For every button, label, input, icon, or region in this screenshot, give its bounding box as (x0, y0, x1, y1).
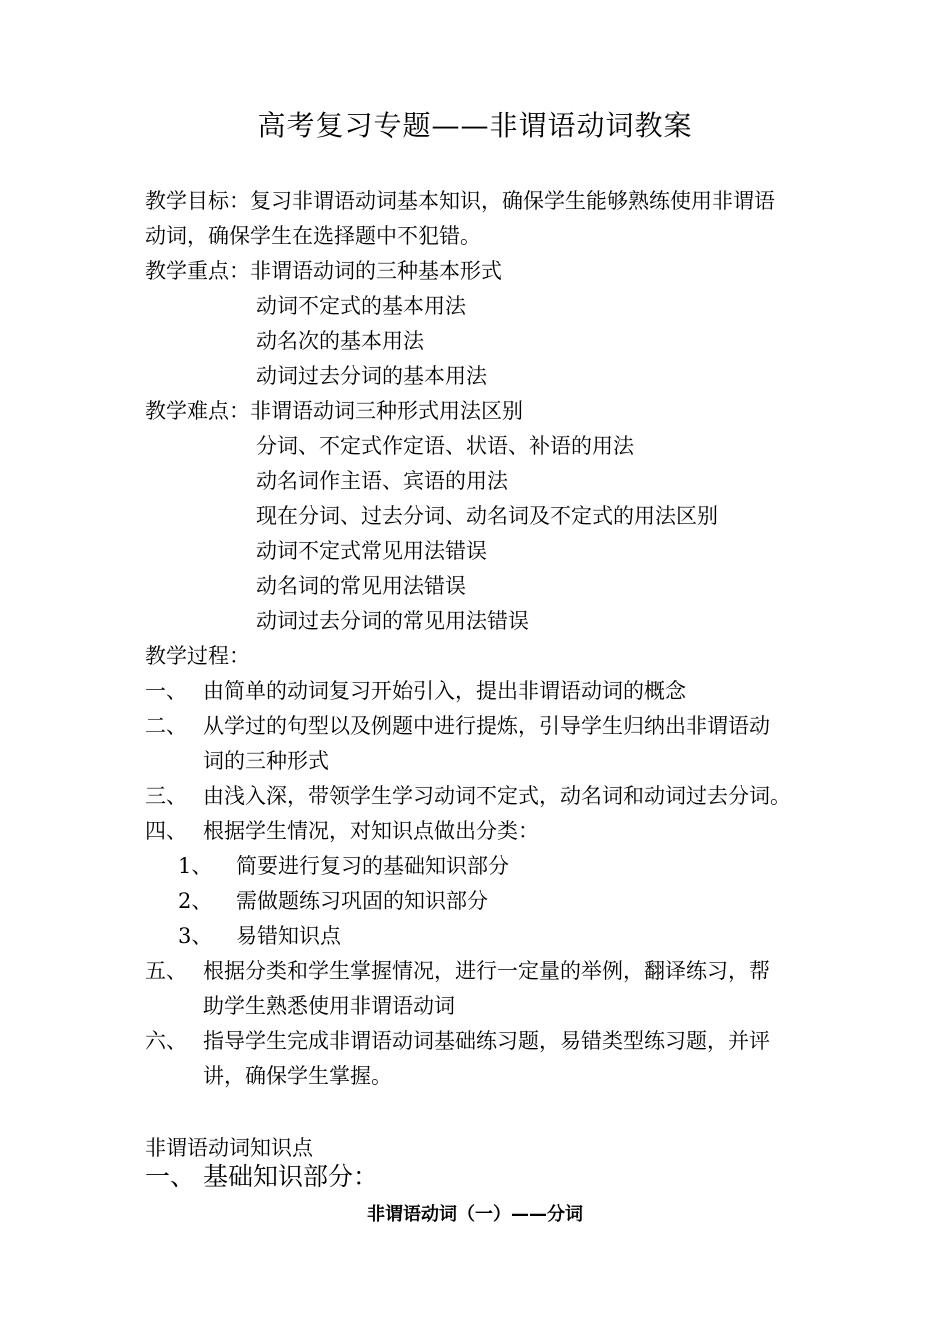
process-step (145, 1026, 770, 1056)
section-title: 非谓语动词（一）——分词 (367, 1204, 583, 1225)
sub-item (178, 921, 341, 951)
sub-item-number: 2、 (178, 889, 213, 913)
sub-item-text: 易错知识点 (236, 924, 341, 948)
difficulty-item: 动词过去分词的常见用法错误 (256, 609, 529, 633)
basic-part-text: 基础知识部分： (203, 1162, 379, 1191)
sub-item-number: 3、 (178, 924, 213, 948)
step-number: 五、 (145, 959, 187, 983)
sub-item-number: 1、 (178, 854, 213, 878)
difficulty-item: 动词不定式常见用法错误 (256, 539, 487, 563)
key-points-line (145, 256, 502, 286)
process-step (145, 816, 539, 846)
difficulty-item: 现在分词、过去分词、动名词及不定式的用法区别 (256, 504, 718, 528)
goal-label: 教学目标： (145, 189, 250, 213)
step-continuation: 词的三种形式 (203, 749, 329, 773)
sub-item (178, 886, 488, 916)
sub-item (178, 851, 509, 881)
sub-item-text: 需做题练习巩固的知识部分 (236, 889, 488, 913)
step-number: 三、 (145, 784, 187, 808)
document-title: 高考复习专题——非谓语动词教案 (257, 109, 693, 142)
step-text: 根据学生情况，对知识点做出分类： (203, 819, 539, 843)
key-point-item: 动词过去分词的基本用法 (256, 364, 487, 388)
difficulty-item: 动名词的常见用法错误 (256, 574, 466, 598)
step-text: 指导学生完成非谓语动词基础练习题，易错类型练习题，并评 (203, 1029, 770, 1053)
step-number: 六、 (145, 1029, 187, 1053)
step-number: 一、 (145, 679, 187, 703)
difficulty-item: 动名词作主语、宾语的用法 (256, 469, 508, 493)
key-point-item: 动词不定式的基本用法 (256, 294, 466, 318)
step-continuation: 助学生熟悉使用非谓语动词 (203, 994, 455, 1018)
key-point-item: 动名次的基本用法 (256, 329, 424, 353)
difficulties-label: 教学难点： (145, 399, 250, 423)
goal-line-1 (145, 186, 775, 216)
process-step (145, 676, 686, 706)
difficulty-item: 分词、不定式作定语、状语、补语的用法 (256, 434, 634, 458)
goal-text-1: 复习非谓语动词基本知识，确保学生能够熟练使用非谓语 (250, 189, 775, 213)
step-text: 由简单的动词复习开始引入，提出非谓语动词的概念 (203, 679, 686, 703)
key-point-item: 非谓语动词的三种基本形式 (250, 259, 502, 283)
step-number: 四、 (145, 819, 187, 843)
difficulties-line (145, 396, 523, 426)
goal-line-2: 动词，确保学生在选择题中不犯错。 (145, 224, 481, 248)
step-continuation: 讲，确保学生掌握。 (203, 1064, 392, 1088)
basic-part-heading (145, 1162, 378, 1192)
step-text: 由浅入深，带领学生学习动词不定式，动名词和动词过去分词。 (203, 784, 791, 808)
process-step (145, 781, 791, 811)
process-step (145, 956, 770, 986)
step-number: 二、 (145, 714, 187, 738)
process-step (145, 711, 770, 741)
basic-part-number: 一、 (145, 1162, 196, 1191)
process-label: 教学过程： (145, 644, 250, 668)
knowledge-heading: 非谓语动词知识点 (145, 1136, 313, 1160)
sub-item-text: 简要进行复习的基础知识部分 (236, 854, 509, 878)
step-text: 根据分类和学生掌握情况，进行一定量的举例，翻译练习，帮 (203, 959, 770, 983)
step-text: 从学过的句型以及例题中进行提炼，引导学生归纳出非谓语动 (203, 714, 770, 738)
key-points-label: 教学重点： (145, 259, 250, 283)
difficulty-item: 非谓语动词三种形式用法区别 (250, 399, 523, 423)
